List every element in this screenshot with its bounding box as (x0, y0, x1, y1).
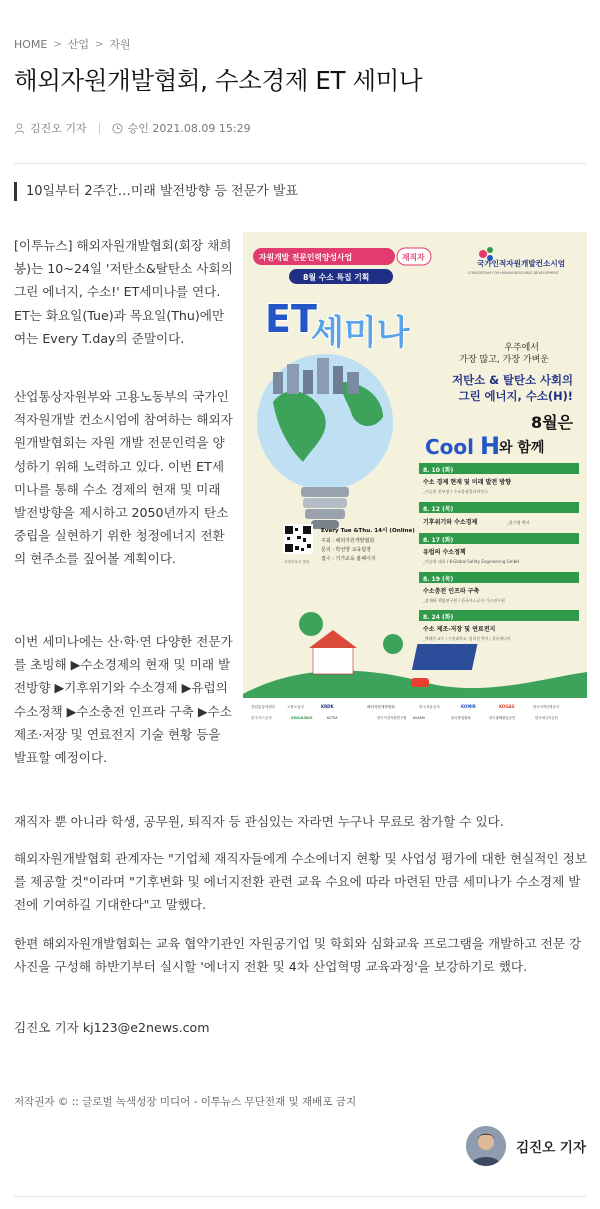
article-paragraph: 이번 세미나에는 산·학·연 다양한 전문가를 초빙해 ▶수소경제의 현재 및 미래 발전방향 ▶기후위기와 수소경제 ▶유럽의 수소정책 ▶수소충전 인프라 구축 ▶수소 제조·저장 및 연료전지 기술 현황 등을 발표할 예정이다. (14, 634, 233, 766)
clock-icon (112, 123, 123, 134)
breadcrumb-resources[interactable]: 자원 (109, 38, 131, 51)
breadcrumb-industry[interactable]: 산업 (67, 38, 90, 51)
sponsor-logo: KRDK (321, 704, 334, 709)
author-name[interactable]: 김진오 기자 (516, 1140, 586, 1156)
breadcrumb-home[interactable]: HOME (14, 37, 48, 51)
sponsor-logo: 한국에너지공단 (535, 716, 558, 720)
poster-header-badge: 재직자 (402, 253, 425, 262)
poster-logo-et: ET (265, 297, 317, 341)
session-date: 8. 12 (목) (423, 506, 454, 513)
article-paragraph: 김진오 기자 kj123@e2news.com (14, 1020, 210, 1035)
poster-info-1: 주최 : 해외자원개발협회 (321, 538, 375, 544)
session-topic: 기후위기와 수소경제 (423, 519, 478, 526)
article-subtitle: 10일부터 2주간…미래 발전방향 등 전문가 발표 (14, 182, 298, 201)
breadcrumb (14, 36, 131, 52)
session-topic: 유럽의 수소정책 (423, 549, 466, 556)
session-topic: 수소충전 인프라 구축 (423, 588, 480, 595)
session-speaker: _장재하 책임연구원 / 한국가스공사 가스연구원 (423, 598, 505, 603)
sponsor-logo: 해외자원개발협회 (367, 705, 395, 709)
qr-code-icon (283, 524, 313, 554)
session-date: 8. 19 (목) (423, 576, 454, 583)
approval-time: 승인 2021.08.09 15:29 (127, 122, 251, 135)
chevron-right-icon: > (53, 38, 62, 50)
sponsor-logo: KOGAS (499, 704, 515, 709)
sponsor-logo: 한국광업협회 (451, 716, 471, 720)
article-paragraph: [이투뉴스] 해외자원개발협회(회장 채희봉)는 10~24일 '저탄소&탈탄소 사회의 그린 에너지, 수소!' ET세미나를 연다. ET는 화요일(Tue)과 목요일(Thu)에만 여는 Every T.day의 준말이다. (14, 238, 233, 346)
poster-info-3: 접수 : 기가교육 홈페이지 (321, 556, 376, 562)
sponsor-logo: SEOULBUS (291, 716, 313, 720)
session-date: 8. 10 (화) (423, 467, 454, 474)
person-icon (14, 123, 25, 134)
poster-headline-1: 저탄소 & 탈탄소 사회의 (452, 373, 573, 387)
session-topic: 수소 제조·저장 및 연료전지 (423, 626, 496, 633)
poster-schedule-time: Every Tue &Thu. 14시 (Online) (321, 528, 415, 534)
poster-cool: Cool (425, 435, 475, 459)
sponsor-logo: 한국가스공사 (251, 716, 272, 720)
article-paragraph: 한편 해외자원개발협회는 교육 협약기관인 자원공기업 및 학회와 심화교육 프로그램을 개발하고 전문 강사진을 구성해 하반기부터 실시할 '에너지 전환 및 4차 산업혁명 교육과정'을 보강하기로 했다. (14, 936, 582, 975)
poster-with: 와 함께 (499, 440, 545, 456)
qr-caption: 자세히보기 클릭 (284, 560, 310, 564)
poster-header-tag: 자원개발 전문인력양성사업 (259, 253, 353, 262)
author-byline: 김진오 기자 (30, 122, 87, 135)
article-paragraph: 해외자원개발협회 관계자는 "기업체 재직자들에게 수소에너지 현황 및 사업성 평가에 대한 현실적인 정보를 제공할 것"이라며 "기후변화 및 에너지전환 관련 교육 수요에 따라 마련된 만큼 세미나가 수소경제 발전에 기여하길 기대한다"고 말했다. (14, 851, 587, 913)
footer-divider (14, 1196, 586, 1197)
sponsor-logo: KIGAM (413, 716, 425, 720)
sponsor-logo: 한국지질자원연구원 (377, 716, 407, 720)
poster-slogan-2: 가장 많고, 가장 가벼운 (459, 355, 549, 365)
session-speaker: _백대현 교수 / 수원대학교, 임희천 박사 / 블룸에너지 (423, 636, 511, 641)
author-card[interactable] (466, 1126, 586, 1166)
sponsor-logo: KOMIR (461, 704, 476, 709)
poster-headline-2: 그린 에너지, 수소(H)! (458, 389, 573, 403)
poster-logo-seminar: 세미나 (311, 313, 410, 353)
poster-info-2: 문의 : 박선영 교육팀장 (321, 547, 371, 553)
sponsor-logo: 고용노동부 (287, 705, 305, 709)
poster-header-sub: 8월 수소 특집 기획 (303, 273, 370, 282)
avatar[interactable] (466, 1126, 506, 1166)
sponsor-logo: 한국광해광업공단 (489, 716, 516, 720)
poster-consortium: 국가인적자원개발컨소시엄 (477, 259, 566, 268)
chevron-right-icon: > (95, 38, 104, 50)
session-speaker: _이승훈 본부장 / 수소융합얼라이언스 (423, 489, 489, 494)
article-title: 해외자원개발협회, 수소경제 ET 세미나 (14, 66, 423, 95)
sponsor-logo: 한국지역난방공사 (533, 705, 560, 709)
article-paragraph: 산업통상자원부와 고용노동부의 국가인적자원개발 컨소시엄에 참여하는 해외자원개발협회는 자원 개발 전문인력을 양성하기 위해 노력하고 있다. 이번 ET세미나를 통해 수소 경제의 현재 및 미래 발전방향을 제시하고 2050년까지 탄소중립을 실현하기 위한 청정에너지 전환의 현주소를 짚어볼 계획이다. (14, 389, 233, 567)
session-speaker: _이승현 대표 / K-Global Safety Engineering GmbH (423, 559, 520, 564)
session-topic: 수소 경제 현재 및 미래 발전 방향 (423, 479, 511, 486)
meta-divider (99, 123, 100, 134)
poster-august: 8월은 (530, 413, 573, 432)
poster-h: H (480, 432, 501, 460)
article-meta (14, 120, 251, 136)
sponsor-logo: 한국석유공사 (419, 705, 440, 709)
seminar-poster-image[interactable] (243, 232, 587, 724)
session-date: 8. 24 (화) (423, 614, 454, 621)
copyright-notice: 저작권자 © :: 글로벌 녹색성장 미디어 - 이투뉴스 무단전재 및 재배포 금지 (14, 1096, 357, 1108)
article-paragraph: 재직자 뿐 아니라 학생, 공무원, 퇴직자 등 관심있는 자라면 누구나 무료로 참가할 수 있다. (14, 814, 504, 829)
poster-consortium-en: CONSORTIUM FOR HUMAN RESOURCE DEVELOPMENT (468, 271, 559, 275)
session-speaker: _윤기영 박사 (507, 520, 530, 525)
sponsor-logo: KOTIA (327, 716, 338, 720)
session-date: 8. 17 (화) (423, 537, 454, 544)
header-divider (14, 163, 586, 164)
sponsor-logo: 산업통상자원부 (251, 705, 276, 709)
poster-slogan-1: 우주에서 (504, 343, 539, 353)
